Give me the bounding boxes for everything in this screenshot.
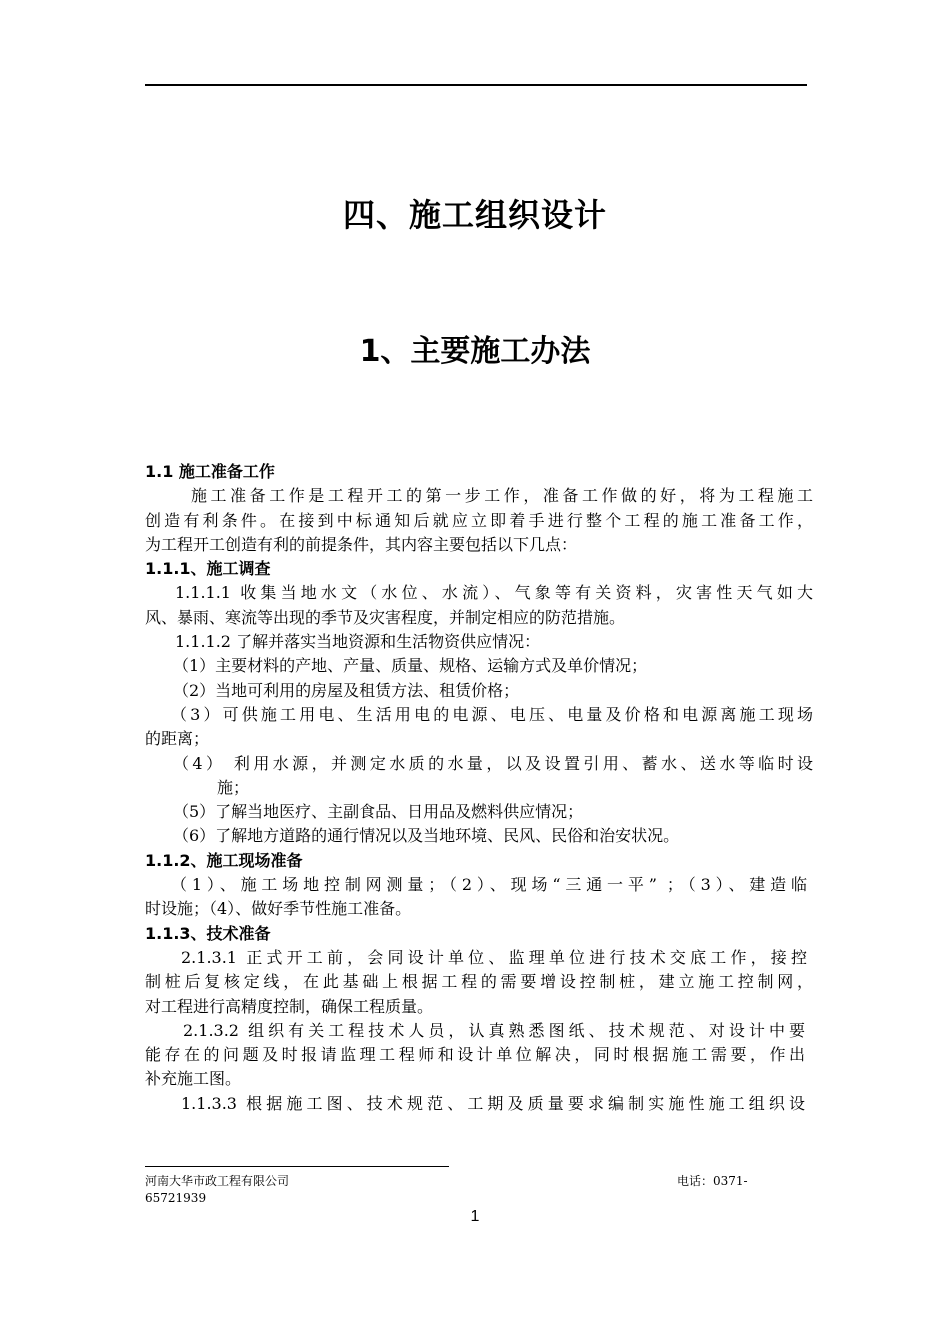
paragraph-line: 1.1.3.3 根据施工图、技术规范、工期及质量要求编制实施性施工组织设 xyxy=(181,1093,805,1113)
paragraph-line: 风、暴雨、寒流等出现的季节及灾害程度，并制定相应的防范措施。 xyxy=(145,607,626,627)
list-item: （6）了解地方道路的通行情况以及当地环境、民风、民俗和治安状况。 xyxy=(173,826,680,846)
paragraph-line: 1.1.1.2 了解并落实当地资源和生活物资供应情况： xyxy=(175,632,541,652)
heading-1-1: 1.1 施工准备工作 xyxy=(145,462,275,481)
section-title: 1、主要施工办法 xyxy=(359,334,591,369)
list-item: （4） 利用水源，并测定水质的水量，以及设置引用、蓄水、送水等临时设 xyxy=(173,753,813,773)
heading-1-1-3: 1.1.3、技术准备 xyxy=(145,923,271,943)
paragraph-line: 时设施；（4）、做好季节性施工准备。 xyxy=(145,899,412,919)
phone-number-rest: 65721939 xyxy=(145,1191,207,1205)
paragraph-line: 对工程进行高精度控制，确保工程质量。 xyxy=(145,996,434,1016)
list-item-continuation: 的距离； xyxy=(145,729,210,749)
company-name: 河南大华市政工程有限公司 xyxy=(145,1174,290,1188)
footer-phone: 电话：0371- xyxy=(677,1174,748,1188)
list-item: （3）可供施工用电、生活用电的电源、电压、电量及价格和电源离施工现场 xyxy=(171,704,813,724)
page-number: 1 xyxy=(470,1208,480,1225)
footer-rule xyxy=(145,1166,449,1167)
list-item: （2）当地可利用的房屋及租赁方法、租赁价格； xyxy=(173,680,520,700)
paragraph-line: （1）、施工场地控制网测量；（2）、现场“三通一平” ；（3）、建造临 xyxy=(171,875,807,895)
chapter-title: 四、施工组织设计 xyxy=(342,196,607,234)
heading-1-1-1: 1.1.1、施工调查 xyxy=(145,559,271,579)
header-rule xyxy=(145,84,807,86)
body-text xyxy=(145,460,813,1116)
paragraph-line: 为工程开工创造有利的前提条件，其内容主要包括以下几点： xyxy=(145,534,578,554)
paragraph-line: 能存在的问题及时报请监理工程师和设计单位解决，同时根据施工需要，作出 xyxy=(145,1045,805,1065)
paragraph-line: 2.1.3.1 正式开工前，会同设计单位、监理单位进行技术交底工作，接控 xyxy=(181,947,807,967)
paragraph-line: 2.1.3.2 组织有关工程技术人员，认真熟悉图纸、技术规范、对设计中要 xyxy=(183,1020,805,1040)
paragraph-line: 施工准备工作是工程开工的第一步工作，准备工作做的好，将为工程施工 xyxy=(191,486,813,506)
list-item: （5）了解当地医疗、主副食品、日用品及燃料供应情况； xyxy=(173,802,584,822)
paragraph-line: 1.1.1.1 收集当地水文（水位、水流）、气象等有关资料，灾害性天气如大 xyxy=(175,583,813,603)
list-item: （1）主要材料的产地、产量、质量、规格、运输方式及单价情况； xyxy=(173,656,648,676)
list-item-continuation: 施； xyxy=(217,777,250,797)
heading-1-1-2: 1.1.2、施工现场准备 xyxy=(145,850,303,870)
paragraph-line: 补充施工图。 xyxy=(145,1069,242,1089)
paragraph-line: 创造有利条件。在接到中标通知后就应立即着手进行整个工程的施工准备工作， xyxy=(145,510,813,530)
paragraph-line: 制桩后复核定线，在此基础上根据工程的需要增设控制桩，建立施工控制网， xyxy=(145,972,813,992)
footer-company xyxy=(145,1173,289,1207)
